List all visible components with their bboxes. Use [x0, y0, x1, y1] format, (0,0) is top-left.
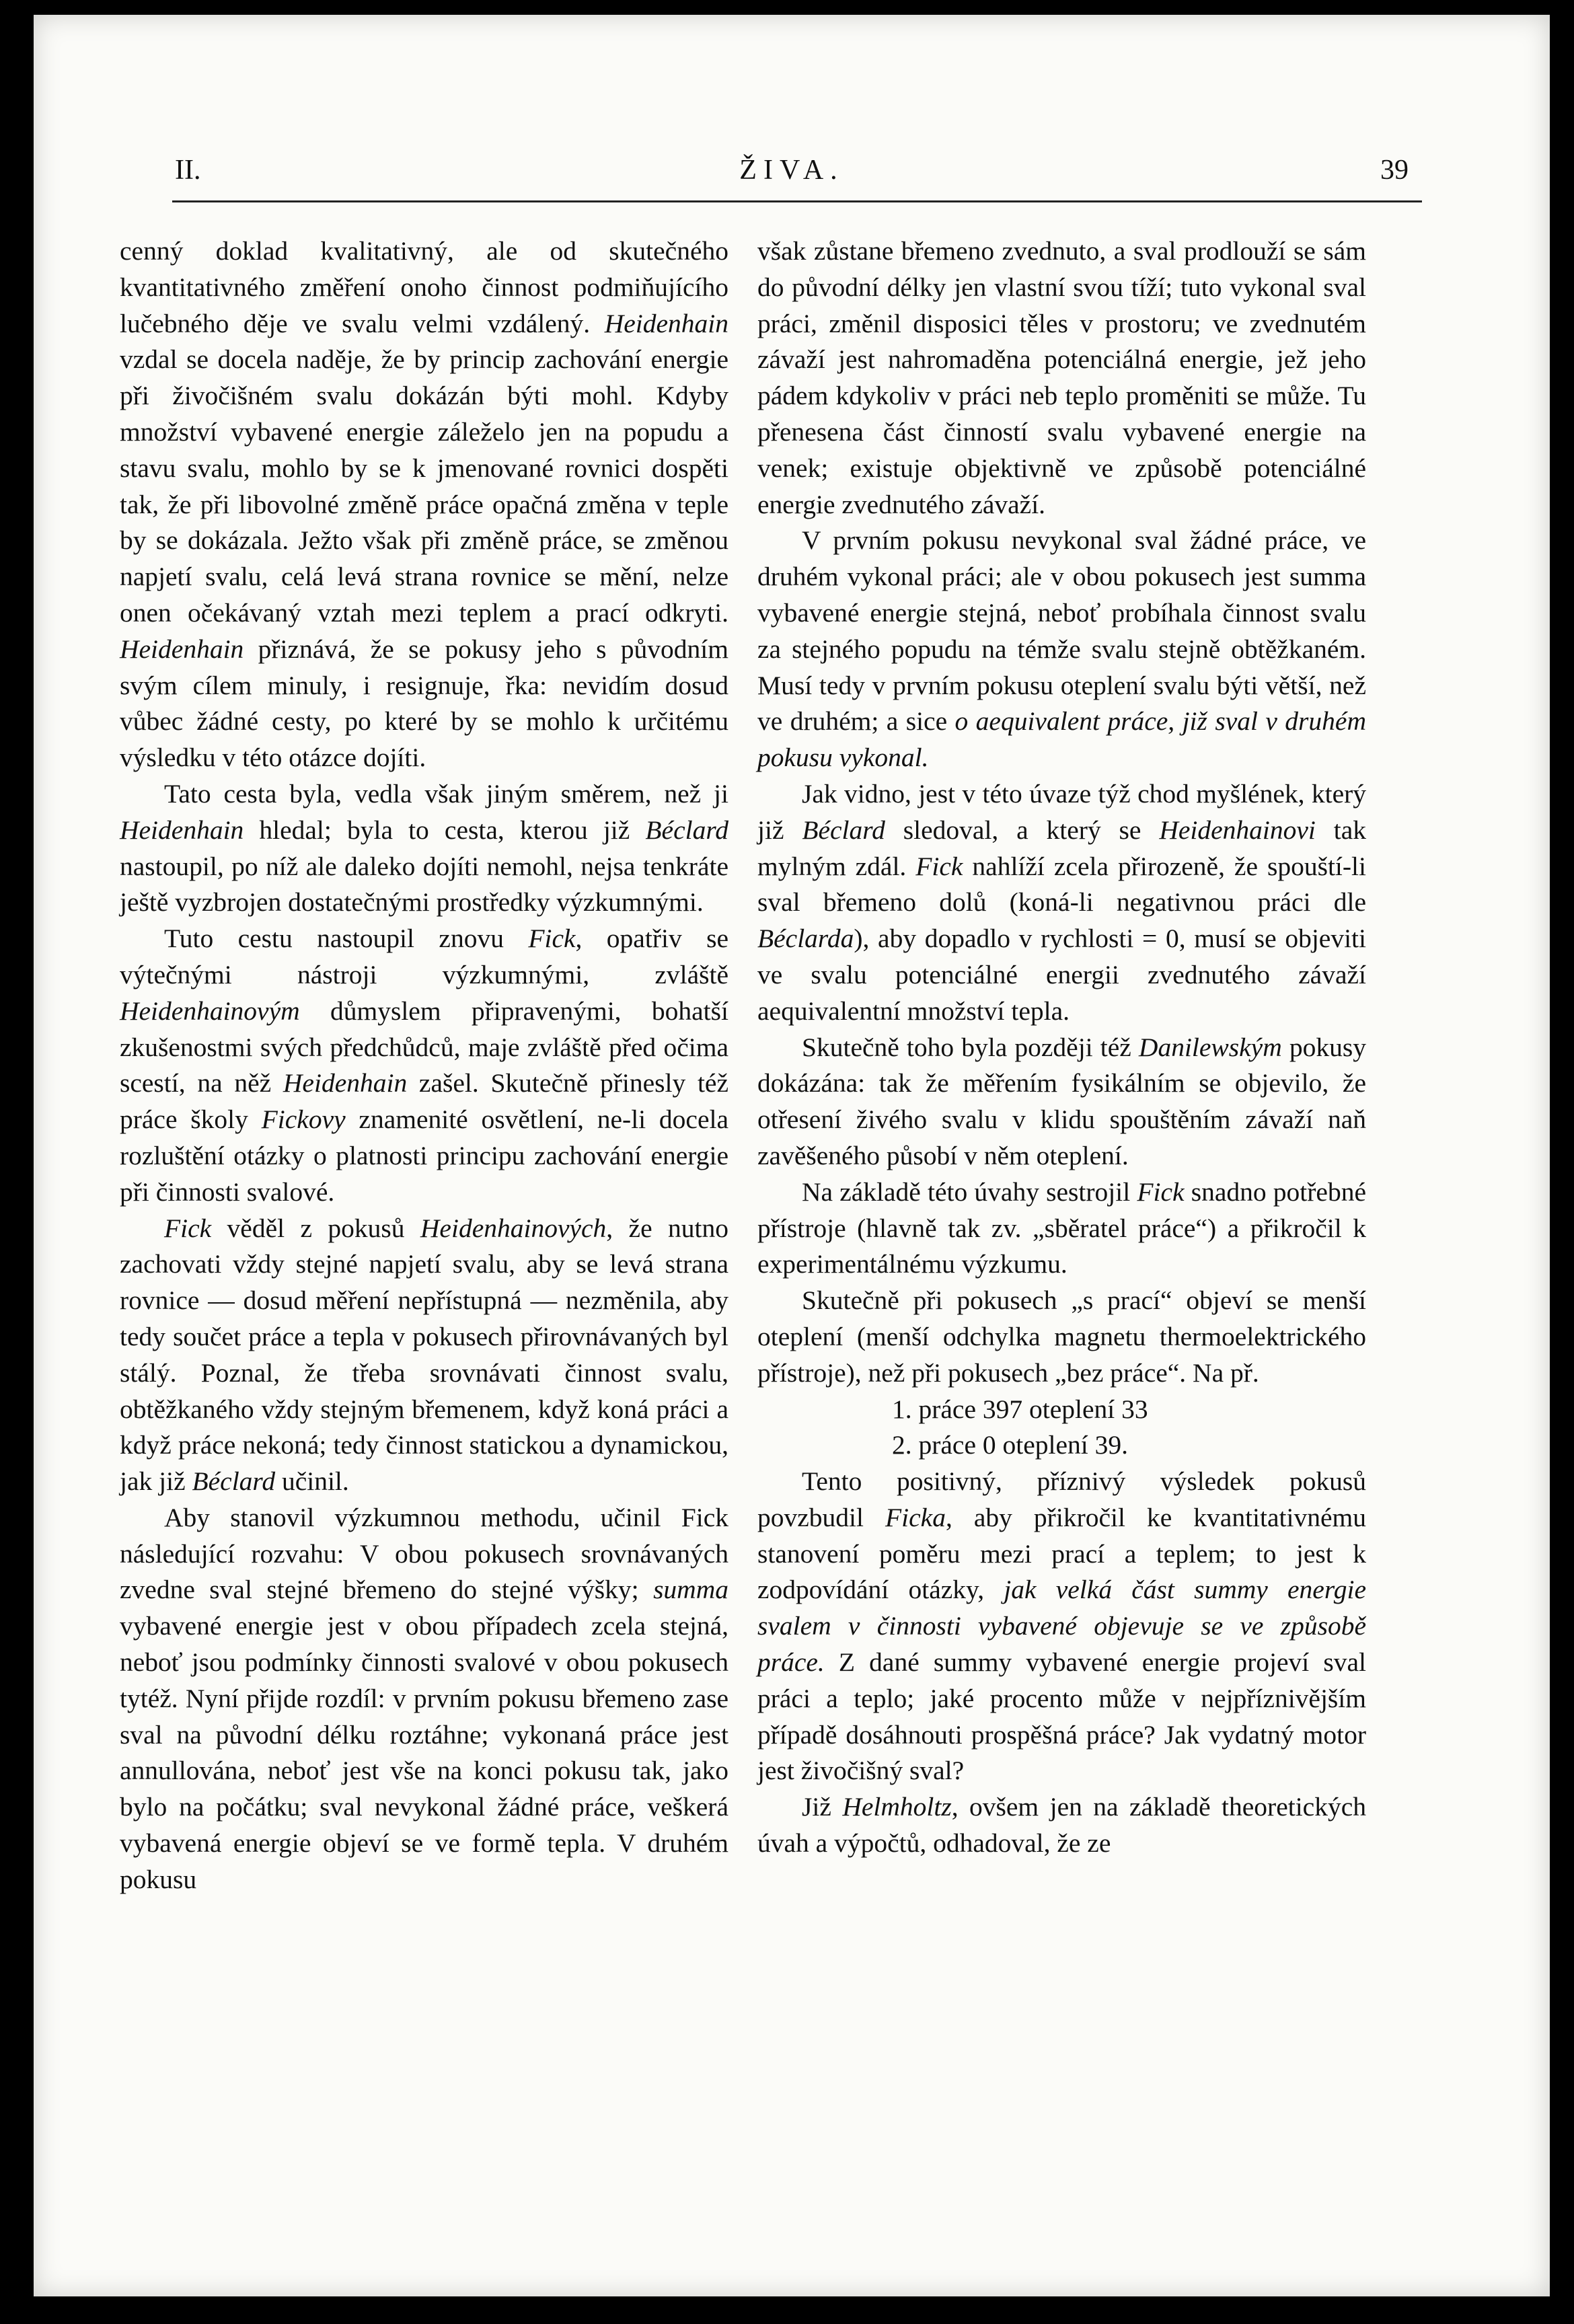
text-run: věděl z pokusů: [211, 1213, 420, 1243]
paragraph: [120, 776, 728, 921]
italic-run: Béclard: [802, 815, 885, 845]
paragraph: [757, 1030, 1366, 1174]
text-run: , ovšem jen na základě theoretických úvah a výpočtů, odhadoval, že ze: [757, 1792, 1366, 1859]
header-rule: [172, 200, 1422, 202]
italic-run: o aequivalent práce, již sval v druhém pokusu vykonal.: [757, 706, 1366, 773]
paragraph: [757, 776, 1366, 1030]
text-run: Na základě této úvahy sestrojil: [802, 1176, 1137, 1207]
text-run: přiznává, že se pokusy jeho s původním svým cílem minuly, i resignuje, řka: nevidím dosud vůbec žádné cesty, po které by se mohlo k určitému výsledku v této otázce dojíti.: [120, 634, 728, 773]
left-column: [120, 233, 728, 1898]
italic-run: Béclarda: [757, 924, 854, 954]
italic-run: Helmholtz: [842, 1792, 952, 1822]
text-run: hledal; byla to cesta, kterou již: [243, 815, 646, 845]
text-run: vzdal se docela naděje, že by princip zachování energie při živočišném svalu dokázán býti mohl. Kdyby množství vybavené energie záleželo jen na popudu a stavu svalu, mohlo by se k jmenované rovnici dospěti tak, že při libovolné změně práce opačná změna v teple by se dokázala. Ježto však při změně práce, se změnou napjetí svalu, celá levá strana rovnice se mění, nelze onen očekávaný vztah mezi teplem a prací odkryti.: [120, 344, 728, 628]
text-run: však zůstane břemeno zvednuto, a sval prodlouží se sám do původní délky jen vlastní svou tíží; tuto vykonal sval práci, změnil disposici těles v prostoru; ve zvednutém závaží jest nahromaděna potenciálná energie, jež jeho pádem kdykoliv v práci neb teplo proměniti se může. Tu přenesena část činností svalu vybavené energie na venek; existuje objektivně ve způsobě potenciálné energie zvednutého závaží.: [757, 236, 1366, 519]
italic-run: Heidenhainovým: [120, 996, 300, 1026]
text-run: pokusy dokázána: tak že měřením fysikálním se objevilo, že otřesení živého svalu v klidu spouštěním závaží naň zavěšeného působí v něm oteplení.: [757, 1032, 1366, 1170]
text-run: , aby přikročil ke kvantitativnému stanovení poměru mezi prací a teplem; to jest k zodpovídání otázky,: [757, 1502, 1366, 1605]
text-run: nastoupil, po níž ale daleko dojíti nemohl, nejsa tenkráte ještě vyzbrojen dostatečnými prostředky výzkumnými.: [120, 851, 728, 917]
text-run: cenný doklad kvalitativný, ale od skutečného kvantitativného změření onoho činnost podmiňujícího lučebného děje ve svalu velmi vzdálený.: [120, 236, 728, 338]
text-run: snadno potřebné přístroje (hlavně tak zv. „sběratel práce“) a přikročil k experimentálnému výzkumu.: [757, 1176, 1366, 1279]
italic-run: Fick: [915, 851, 963, 881]
italic-run: Ficka: [885, 1502, 946, 1532]
italic-run: Fick: [1137, 1176, 1185, 1207]
text-run: , že nutno zachovati vždy stejné napjetí svalu, aby se levá strana rovnice — dosud měření nepřístupná — nezměnila, aby tedy součet práce a tepla v pokusech přirovnávaných byl stálý. Poznal, že třeba srovnávati činnost svalu, obtěžkaného vždy stejným břemenem, když koná práci a když práce nekoná; tedy činnost statickou a dynamickou, jak již: [120, 1213, 728, 1497]
text-run: důmyslem připravenými, bohatší zkušenostmi svých předchůdců, maje zvláště před očima scestí, na něž: [120, 996, 728, 1098]
text-run: Tato cesta byla, vedla však jiným směrem, než ji: [164, 778, 728, 809]
text-run: Aby stanovil výzkumnou methodu, učinil Fick následující rozvahu: V obou pokusech srovnávaných zvedne sval stejné břemeno do stejné výšky;: [120, 1502, 728, 1605]
paragraph: [757, 1789, 1366, 1862]
running-header: [141, 146, 1442, 193]
text-run: sledoval, a který se: [885, 815, 1160, 845]
text-run: tak mylným zdál.: [757, 815, 1366, 881]
paragraph: [757, 1464, 1366, 1789]
italic-run: Heidenhain: [120, 634, 244, 664]
italic-run: Heidenhain: [120, 815, 244, 845]
journal-title: ŽIVA.: [739, 155, 844, 186]
italic-run: Béclard: [645, 815, 728, 845]
text-run: V prvním pokusu nevykonal sval žádné práce, ve druhém vykonal práci; ale v obou pokusech jest summa vybavené energie stejná, neboť probíhala činnost svalu za stejného popudu na témže svalu stejně obtěžkaném. Musí tedy v prvním pokusu oteplení svalu býti větší, než ve druhém; a sice: [757, 525, 1366, 737]
page-number: 39: [1380, 155, 1409, 186]
italic-run: Heidenhainovi: [1159, 815, 1316, 845]
right-column: [757, 233, 1366, 1862]
italic-run: Heidenhain: [604, 308, 728, 338]
italic-run: Heidenhain: [283, 1068, 408, 1098]
result-line: [757, 1427, 1366, 1464]
paragraph: [757, 1174, 1366, 1283]
italic-run: jak velká část summy energie svalem v činnosti vybavené objevuje se ve způsobě práce.: [757, 1575, 1366, 1678]
journal-page: [34, 15, 1550, 2296]
text-run: nahlíží zcela přirozeně, že spouští-li sval břemeno dolů (koná-li negativnou práci dle: [757, 851, 1366, 917]
italic-run: Fickovy: [261, 1104, 346, 1135]
paragraph: [757, 1283, 1366, 1391]
paragraph: [757, 233, 1366, 523]
text-run: Tento positivný, příznivý výsledek pokusů povzbudil: [757, 1466, 1366, 1532]
paragraph: [120, 1211, 728, 1500]
italic-run: Fick: [528, 924, 576, 954]
text-run: , opatřiv se výtečnými nástroji výzkumnými, zvláště: [120, 924, 729, 989]
text-run: Z dané summy vybavené energie projeví sval práci a teplo; jaké procento může v nejpříznivějším případě dosáhnouti prospěšná práce? Jak vydatný motor jest živočišný sval?: [757, 1647, 1366, 1786]
result-line: [757, 1392, 1366, 1428]
text-run: Skutečně při pokusech „s prací“ objeví se menší oteplení (menší odchylka magnetu thermoelektrického přístroje), než při pokusech „bez práce“. Na př.: [757, 1285, 1366, 1388]
paragraph: [120, 921, 728, 1210]
italic-run: Danilewským: [1138, 1032, 1282, 1062]
italic-run: Fick: [164, 1213, 212, 1243]
paragraph: [120, 233, 728, 776]
volume-number: II.: [175, 155, 201, 186]
text-run: zašel. Skutečně přinesly též práce školy: [120, 1068, 728, 1135]
text-run: vybavené energie jest v obou případech zcela stejná, neboť jsou podmínky činnosti svalové v obou pokusech tytéž. Nyní přijde rozdíl: v prvním pokusu břemeno zase sval na původní délku roztáhne; vykonaná práce jest annullována, neboť jest vše na konci pokusu tak, jako bylo na počátku; sval nevykonal žádné práce, veškerá vybavená energie objeví se ve formě tepla. V druhém pokusu: [120, 1611, 728, 1894]
text-run: znamenité osvětlení, ne-li docela rozluštění otázky o platnosti principu zachování energie při činnosti svalové.: [120, 1104, 728, 1207]
text-run: Tuto cestu nastoupil znovu: [164, 924, 529, 954]
text-run: Již: [802, 1792, 843, 1822]
text-run: Jak vidno, jest v této úvaze týž chod myšlének, který již: [757, 778, 1366, 845]
italic-run: Heidenhainových: [420, 1213, 607, 1243]
text-run: Skutečně toho byla později též: [802, 1032, 1139, 1062]
text-run: 2. práce 0 oteplení 39.: [892, 1430, 1128, 1460]
italic-run: summa: [653, 1575, 728, 1605]
paragraph: [757, 523, 1366, 776]
text-run: učinil.: [275, 1466, 349, 1497]
paragraph: [120, 1500, 728, 1898]
text-run: 1. práce 397 oteplení 33: [892, 1394, 1148, 1424]
text-run: ), aby dopadlo v rychlosti = 0, musí se objeviti ve svalu potenciálné energii zvednutého závaží aequivalentní množství tepla.: [757, 924, 1366, 1026]
italic-run: Béclard: [192, 1466, 276, 1497]
